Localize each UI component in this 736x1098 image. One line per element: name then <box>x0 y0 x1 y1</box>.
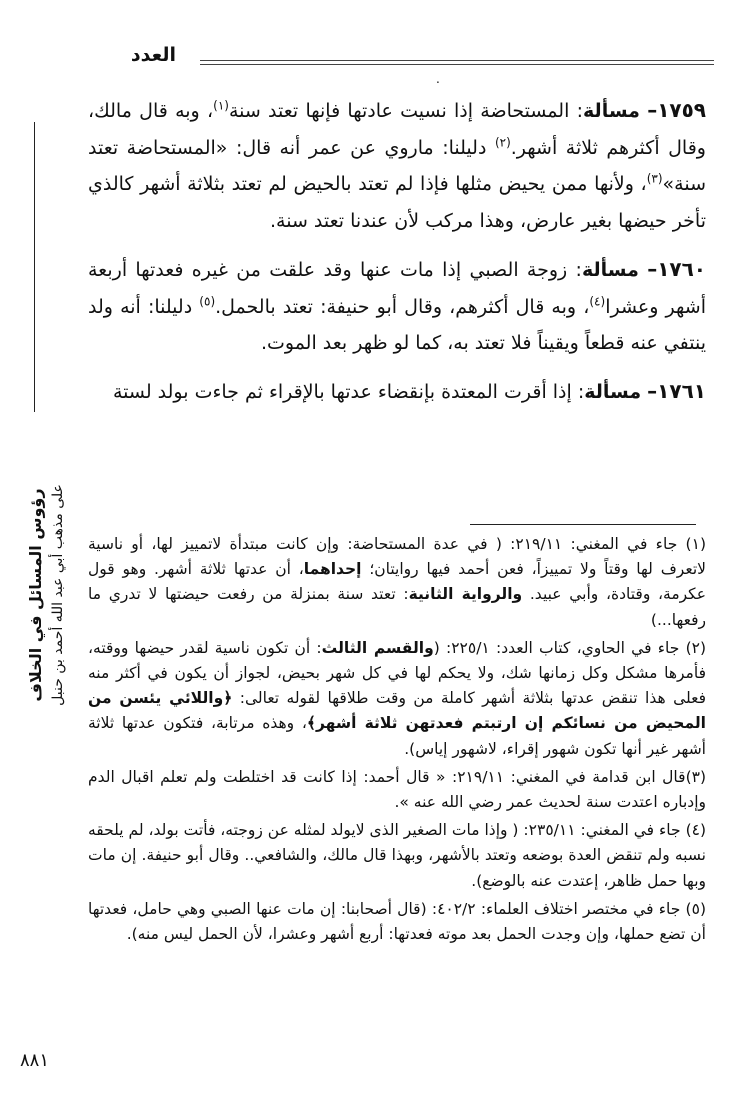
issue-1759 <box>88 92 706 240</box>
footnote-2 <box>88 636 706 762</box>
footnote-5 <box>88 897 706 947</box>
footnote-number: (٢) <box>685 638 707 657</box>
footnote-4 <box>88 818 706 894</box>
footnotes <box>88 532 706 947</box>
footnote-text: جاء في مختصر اختلاف العلماء: ٤٠٢/٢: (قال أصحابنا: إن مات عنها الصبي وهي حامل، فعدتها أن تضع حملها، وإن وجدت الحمل بعد موته فعدتها: أربع أشهر وعشرا، لأن الحمل ليس منه). <box>88 899 706 944</box>
footnote-ref: (٢) <box>494 135 511 150</box>
header-rule <box>200 60 714 65</box>
issue-1761 <box>88 373 706 411</box>
footnote-1 <box>88 532 706 633</box>
issue-number: ١٧٥٩– <box>647 98 707 122</box>
decorative-dot: . <box>436 72 440 86</box>
footnote-separator <box>470 524 696 525</box>
footnote-text: : أن تكون ناسية لقدر حيضها ووقته، فأمرها مشكل وكل زمانها شك، ولا يحكم لها في كل شهر بحيض، لجواز أن يكون في أكثر منه فعلى هذا تنقض عدتها بثلاثة أشهر كاملة من وقت طلاقها لقوله تعالى: <box>88 638 707 708</box>
issue-label: مسألة <box>583 100 640 122</box>
footnote-ref: (١) <box>213 98 229 113</box>
page-number: ٨٨١ <box>20 1050 50 1071</box>
footnote-text: جاء في المغني: ٢١٩/١١: ( في عدة المستحاضة: وإن كانت مبتدأة لاتمييز لها، أو ناسية لاتعرف لها وقتاً ولا تمييزاً، فعن أحمد فيها روايتان؛ <box>88 535 706 579</box>
footnote-number: (٥) <box>685 899 706 918</box>
footnote-ref: (٤) <box>589 294 606 309</box>
footnote-number: (٤) <box>685 821 707 840</box>
footnote-text: : تعتد سنة بمنزلة من رفعت حيضتها لا تدري ما رفعها...) <box>88 585 706 629</box>
side-title-main: رؤوس المسائل في الخلاف <box>26 488 45 702</box>
footnote-emphasis: إحداهما <box>303 560 362 579</box>
issue-number: ١٧٦١– <box>647 378 706 403</box>
footnote-emphasis: والقسم الثالث <box>321 638 434 657</box>
footnote-text: قال ابن قدامة في المغني: ٢١٩/١١: « قال أحمد: إذا كانت قد اختلطت ولم تعلم اقبال الدم وإدباره اعتدت سنة لحديث عمر رضي الله عنه ». <box>88 767 706 812</box>
footnote-text: جاء في المغني: ٢٣٥/١١: ( وإذا مات الصغير الذى لايولد لمثله عن زوجته، فأتت بولد، لم يلحقه نسبه ولم تنقض العدة بوضعه وتعتد بالأشهر، وبهذا قال مالك، والشافعي.. وقال أبو حنيفة. إن مات وبها حمل ظاهر، إعتدت عنه بالوضع). <box>88 821 706 890</box>
issue-label: مسألة <box>584 380 642 403</box>
side-running-title <box>24 405 70 785</box>
quran-verse: ﴿واللائي يئسن من المحيض من نسائكم إن ارتبتم فعدتهن ثلاثة أشهر﴾ <box>88 689 706 733</box>
issue-text: دليلنا: أنه ولد ينتفي عنه قطعاً ويقيناً فلا تعتد به، كما لو ظهر بعد الموت. <box>88 295 706 355</box>
footnote-ref: (٥) <box>199 294 216 309</box>
footnote-number: (١) <box>685 535 706 553</box>
footnote-text: جاء في الحاوي، كتاب العدد: ٢٢٥/١: ( <box>433 638 686 657</box>
issue-text: : المستحاضة إذا نسيت عادتها فإنها تعتد سنة <box>228 100 584 122</box>
issue-text: ، ولأنها ممن يحيض مثلها فإذا لم تعتد بالحيض لم تعتد بثلاثة أشهر كالذي تأخر حيضها بغير عارض، وهذا مركب لأن عندنا تعتد سنة. <box>88 173 706 233</box>
issue-text: : إذا أقرت المعتدة بإنقضاء عدتها بالإقراء ثم جاءت بولد لستة <box>112 380 585 403</box>
issue-1760 <box>88 251 706 362</box>
issue-label: مسألة <box>581 258 639 281</box>
side-rule <box>34 122 35 412</box>
issue-number: ١٧٦٠– <box>647 256 707 281</box>
footnote-emphasis: والرواية الثانية <box>408 585 523 604</box>
main-text <box>88 92 706 411</box>
issue-text: دليلنا: ماروي عن عمر أنه قال: «المستحاضة تعتد سنة» <box>88 136 706 196</box>
running-header-title: العدد <box>130 44 176 66</box>
footnote-text: ، أن عدتها ثلاثة أشهر. وهو قول عكرمة، وقتادة، وأبي عبيد. <box>88 560 706 604</box>
footnote-text: ، وهذه مرتابة، فتكون عدتها ثلاثة أشهر غير أنها تكون شهور إقراء، لاشهور إياس). <box>88 714 706 758</box>
side-title-sub: على مذهب أبي عبد الله أحمد بن حنبل <box>50 484 66 706</box>
footnote-3 <box>88 765 706 815</box>
footnote-number: (٣) <box>685 767 707 786</box>
issue-text: ، وبه قال مالك، وقال أكثرهم ثلاثة أشهر. <box>88 100 706 159</box>
issue-text: ، وبه قال أكثرهم، وقال أبو حنيفة: تعتد بالحمل. <box>215 295 590 318</box>
issue-text: : زوجة الصبي إذا مات عنها وقد علقت من غيره فعدتها أربعة أشهر وعشرا <box>88 258 706 318</box>
footnote-ref: (٣) <box>646 172 663 187</box>
